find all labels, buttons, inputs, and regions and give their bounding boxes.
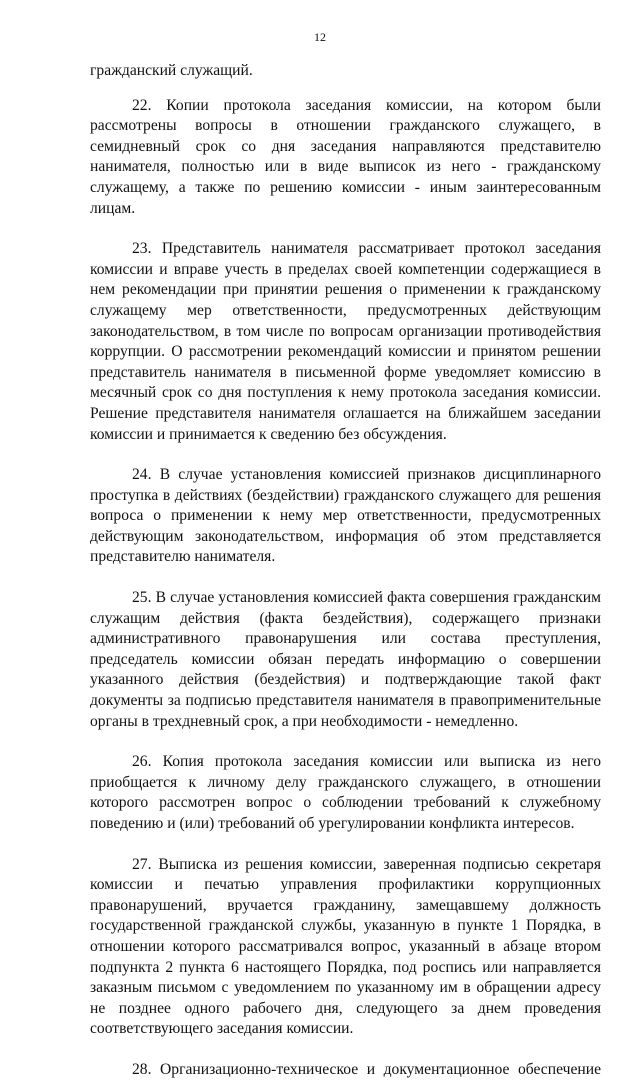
paragraph-23: 23. Представитель нанимателя рассматривает протокол заседания комиссии и вправе учесть в пределах своей компетенции содержащиеся в нем рекомендации при принятии решения о применении к гражданскому служащему мер ответственности, предусмотренных действующим законодательством, в том числе по вопросам организации противодействия коррупции. О рассмотрении рекомендаций комиссии и принятом решении представитель нанимателя в письменной форме уведомляет комиссию в месячный срок со дня поступления к нему протокола заседания комиссии. Решение представителя нанимателя оглашается на ближайшем заседании комиссии и принимается к сведению без обсуждения. xyxy=(90,240,601,443)
paragraph-25: 25. В случае установления комиссией факта совершения гражданским служащим действия (факта бездействия), содержащего признаки административного правонарушения или состава преступления, председатель комиссии обязан передать информацию о совершении указанного действия (бездействия) и подтверждающие такой факт документы за подписью представителя нанимателя в правоприменительные органы в трехдневный срок, а при необходимости - немедленно. xyxy=(90,589,601,730)
paragraph-27: 27. Выписка из решения комиссии, заверенная подписью секретаря комиссии и печатью управления профилактики коррупционных правонарушений, вручается гражданину, замещавшему должность государственной гражданской службы, указанную в пункте 1 Порядка, в отношении которого рассматривался вопрос, указанный в абзаце втором подпункта 2 пункта 6 настоящего Порядка, под роспись или направляется заказным письмом с уведомлением по указанному им в обращении адресу не позднее одного рабочего дня, следующего за днем проведения соответствующего заседания комиссии. xyxy=(90,855,601,1038)
page-number: 12 xyxy=(314,30,326,44)
document-body xyxy=(90,61,601,1081)
continuation-text: гражданский служащий. xyxy=(90,62,253,79)
paragraph-26: 26. Копия протокола заседания комиссии или выписка из него приобщается к личному делу гражданского служащего, в отношении которого рассмотрен вопрос о соблюдении требований к служебному поведению и (или) требований об урегулировании конфликта интересов. xyxy=(90,753,601,832)
paragraph-28: 28. Организационно-техническое и документационное обеспечение xyxy=(132,1060,601,1078)
paragraph-22: 22. Копии протокола заседания комиссии, на котором были рассмотрены вопросы в отношении гражданского служащего, в семидневный срок со дня заседания направляются представителю нанимателя, полностью или в виде выписок из него - гражданскому служащему, а также по решению комиссии - иным заинтересованным лицам. xyxy=(90,96,601,217)
paragraph-24: 24. В случае установления комиссией признаков дисциплинарного проступка в действиях (бездействии) гражданского служащего для решения вопроса о применении к нему мер ответственности, предусмотренных действующим законодательством, информация об этом представляется представителю нанимателя. xyxy=(90,466,601,566)
